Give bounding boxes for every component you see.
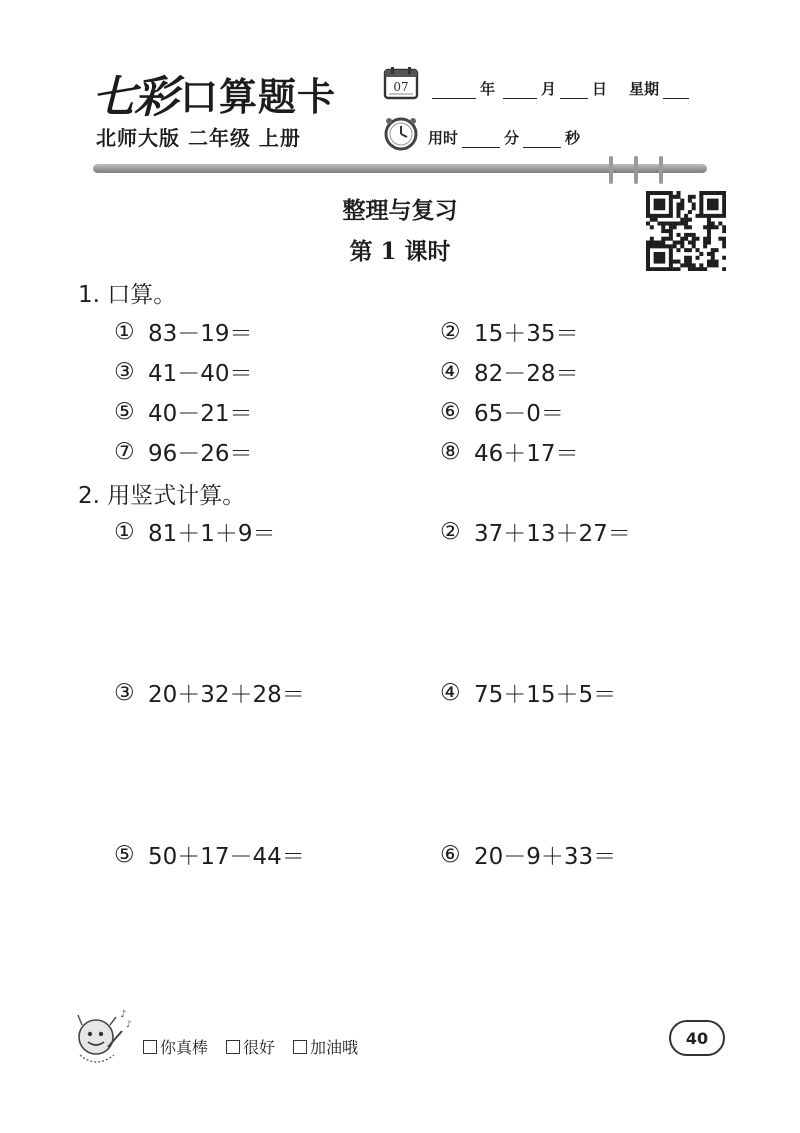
qr-module (722, 202, 726, 206)
qr-module (669, 214, 673, 218)
qr-module (676, 241, 680, 245)
qr-module (676, 191, 680, 195)
qr-module (669, 263, 673, 267)
year-label: 年 (480, 80, 496, 98)
qr-module (673, 244, 677, 248)
qr-module (657, 214, 661, 218)
qr-module (646, 210, 650, 214)
qr-module (657, 221, 661, 225)
qr-module (722, 241, 726, 245)
qr-module (650, 225, 654, 229)
qr-module (650, 244, 654, 248)
binder-clip-icon (659, 156, 663, 184)
qr-module (688, 218, 692, 222)
q2-problem-5: ⑤ 50＋17－44＝ (114, 841, 305, 870)
qr-module (688, 199, 692, 203)
qr-module (699, 195, 703, 199)
qr-module (650, 214, 654, 218)
qr-module (711, 248, 715, 252)
qr-module (669, 256, 673, 260)
qr-module (684, 263, 688, 267)
qr-module (680, 206, 684, 210)
brand-title: 口算题卡 (180, 74, 337, 119)
qr-module (688, 241, 692, 245)
qr-module (661, 241, 665, 245)
qr-module (711, 252, 715, 256)
qr-module (692, 195, 696, 199)
seconds-blank[interactable] (523, 131, 561, 148)
qr-module (680, 241, 684, 245)
calendar-day: 07 (393, 80, 409, 94)
brand-mark: 七彩 (92, 72, 176, 123)
qr-module (676, 267, 680, 271)
seconds-label: 秒 (565, 129, 581, 147)
qr-module (669, 210, 673, 214)
qr-module (692, 267, 696, 271)
qr-module (669, 267, 673, 271)
qr-module (669, 199, 673, 203)
qr-module (661, 237, 665, 241)
time-used-label: 用时 (428, 129, 459, 147)
qr-module (646, 206, 650, 210)
q2-problem-6: ⑥ 20－9＋33＝ (440, 841, 617, 870)
qr-module (657, 260, 661, 264)
qr-module (676, 214, 680, 218)
qr-module (665, 237, 669, 241)
qr-module (673, 241, 677, 245)
qr-module (676, 248, 680, 252)
qr-module (646, 191, 650, 195)
page-number: 40 (669, 1020, 725, 1056)
qr-module (646, 252, 650, 256)
qr-module (665, 244, 669, 248)
qr-module (665, 229, 669, 233)
qr-module (680, 237, 684, 241)
svg-text:♪: ♪ (120, 1009, 127, 1020)
qr-module (684, 260, 688, 264)
q1-problem-3: ③ 41－40＝ (114, 358, 253, 387)
qr-module (684, 256, 688, 260)
self-rating-options (143, 1035, 358, 1058)
binder-clip-icon (609, 156, 613, 184)
rating-option-keep-going[interactable]: 加油哦 (293, 1035, 358, 1058)
qr-module (715, 260, 719, 264)
month-blank[interactable] (503, 82, 537, 99)
qr-module (688, 260, 692, 264)
qr-module (646, 214, 650, 218)
qr-module (646, 221, 650, 225)
qr-module (707, 202, 711, 206)
qr-module (684, 218, 688, 222)
qr-module (718, 221, 722, 225)
checkbox-icon[interactable] (293, 1040, 307, 1054)
qr-module (650, 237, 654, 241)
qr-module (665, 267, 669, 271)
weekday-label: 星期 (629, 80, 660, 98)
qr-module (703, 244, 707, 248)
qr-module (676, 221, 680, 225)
qr-module (722, 267, 726, 271)
qr-module (722, 214, 726, 218)
qr-module (707, 206, 711, 210)
qr-module (718, 237, 722, 241)
qr-module (718, 191, 722, 195)
qr-module (722, 199, 726, 203)
qr-module (692, 237, 696, 241)
qr-module (707, 199, 711, 203)
checkbox-icon[interactable] (143, 1040, 157, 1054)
qr-module (657, 191, 661, 195)
clock-icon (383, 115, 419, 151)
qr-module (646, 202, 650, 206)
qr-module (688, 267, 692, 271)
qr-module (703, 191, 707, 195)
qr-module (661, 202, 665, 206)
day-blank[interactable] (560, 82, 588, 99)
rating-option-good[interactable]: 很好 (226, 1035, 275, 1058)
qr-module (699, 210, 703, 214)
qr-module (661, 206, 665, 210)
edition-label: 北师大版 二年级 上册 (96, 126, 301, 150)
q2-problem-4: ④ 75＋15＋5＝ (440, 679, 617, 708)
qr-module (688, 263, 692, 267)
qr-module (657, 241, 661, 245)
minutes-label: 分 (504, 129, 520, 147)
qr-module (707, 241, 711, 245)
qr-module (646, 267, 650, 271)
qr-module (657, 256, 661, 260)
qr-module (654, 206, 658, 210)
qr-module (661, 191, 665, 195)
qr-module (661, 256, 665, 260)
qr-module (676, 202, 680, 206)
qr-module (676, 206, 680, 210)
time-fill-line (428, 127, 580, 148)
qr-module (661, 229, 665, 233)
qr-module (669, 206, 673, 210)
qr-module (680, 244, 684, 248)
qr-module (661, 214, 665, 218)
qr-module (669, 191, 673, 195)
qr-module (699, 206, 703, 210)
qr-module (696, 267, 700, 271)
qr-module (722, 225, 726, 229)
qr-module (669, 229, 673, 233)
qr-module (676, 195, 680, 199)
month-label: 月 (541, 80, 557, 98)
q1-problem-5: ⑤ 40－21＝ (114, 398, 253, 427)
qr-module (669, 225, 673, 229)
qr-module (646, 199, 650, 203)
qr-module (692, 206, 696, 210)
qr-module (661, 267, 665, 271)
qr-module (669, 244, 673, 248)
qr-module (711, 206, 715, 210)
qr-module (673, 221, 677, 225)
svg-text:♪: ♪ (126, 1020, 132, 1030)
qr-module (722, 237, 726, 241)
qr-module (646, 241, 650, 245)
minutes-blank[interactable] (462, 131, 500, 148)
qr-module (703, 237, 707, 241)
qr-module (707, 218, 711, 222)
qr-module (661, 244, 665, 248)
qr-module (654, 252, 658, 256)
qr-module (722, 195, 726, 199)
qr-module (715, 202, 719, 206)
qr-module (676, 260, 680, 264)
binder-clip-icon (634, 156, 638, 184)
year-blank[interactable] (432, 82, 476, 99)
qr-module (707, 237, 711, 241)
qr-module (688, 233, 692, 237)
qr-module (696, 214, 700, 218)
q2-problem-1: ① 81＋1＋9＝ (114, 518, 276, 547)
question-1-label: 1. 口算。 (78, 282, 177, 308)
qr-module (669, 233, 673, 237)
qr-module (711, 260, 715, 264)
qr-module (692, 241, 696, 245)
qr-module (673, 225, 677, 229)
qr-module (654, 256, 658, 260)
qr-module (654, 214, 658, 218)
qr-module (711, 191, 715, 195)
qr-module (654, 202, 658, 206)
qr-module (696, 248, 700, 252)
qr-module (707, 225, 711, 229)
qr-module (661, 225, 665, 229)
qr-module (657, 244, 661, 248)
qr-module (692, 263, 696, 267)
qr-module (692, 202, 696, 206)
qr-module (654, 199, 658, 203)
qr-module (692, 244, 696, 248)
qr-module (669, 252, 673, 256)
qr-module (715, 191, 719, 195)
section-title: 整理与复习 (342, 197, 458, 224)
qr-module (722, 229, 726, 233)
qr-module (654, 218, 658, 222)
qr-module (646, 260, 650, 264)
qr-module (711, 202, 715, 206)
qr-module (665, 191, 669, 195)
qr-module (680, 263, 684, 267)
checkbox-icon[interactable] (226, 1040, 240, 1054)
qr-module (661, 221, 665, 225)
qr-module (711, 225, 715, 229)
qr-module (688, 225, 692, 229)
day-label: 日 (592, 80, 608, 98)
qr-module (676, 210, 680, 214)
qr-module (707, 233, 711, 237)
q1-problem-7: ⑦ 96－26＝ (114, 438, 253, 467)
qr-module (657, 267, 661, 271)
qr-module (722, 256, 726, 260)
qr-module (707, 260, 711, 264)
qr-module (722, 206, 726, 210)
qr-module (703, 214, 707, 218)
qr-module (661, 260, 665, 264)
qr-module (707, 214, 711, 218)
qr-module (680, 218, 684, 222)
qr-module (669, 202, 673, 206)
qr-module (665, 221, 669, 225)
qr-module (650, 218, 654, 222)
qr-module (684, 221, 688, 225)
qr-module (673, 195, 677, 199)
qr-module (711, 199, 715, 203)
lesson-title: 第 1 课时 (349, 238, 451, 265)
qr-module (646, 195, 650, 199)
qr-module (684, 233, 688, 237)
qr-module (699, 263, 703, 267)
qr-module (680, 202, 684, 206)
qr-module (657, 206, 661, 210)
header-divider (93, 164, 707, 173)
qr-module (699, 267, 703, 271)
qr-module (673, 260, 677, 264)
qr-module (684, 237, 688, 241)
qr-module (673, 267, 677, 271)
q2-problem-2: ② 37＋13＋27＝ (440, 518, 631, 547)
qr-module (707, 191, 711, 195)
qr-module (707, 229, 711, 233)
qr-module (688, 256, 692, 260)
qr-module (699, 214, 703, 218)
q2-problem-3: ③ 20＋32＋28＝ (114, 679, 305, 708)
qr-module (707, 221, 711, 225)
qr-module (703, 267, 707, 271)
qr-module (657, 202, 661, 206)
qr-module (680, 221, 684, 225)
qr-module (707, 252, 711, 256)
qr-module (711, 263, 715, 267)
date-fill-line (428, 78, 693, 99)
q1-problem-1: ① 83－19＝ (114, 318, 253, 347)
qr-module (654, 241, 658, 245)
mascot-icon (68, 1005, 134, 1071)
qr-module (699, 202, 703, 206)
qr-module (661, 199, 665, 203)
qr-code-icon[interactable] (646, 191, 726, 271)
qr-module (646, 248, 650, 252)
rating-option-great[interactable]: 你真棒 (143, 1035, 208, 1058)
qr-module (669, 221, 673, 225)
qr-module (715, 214, 719, 218)
qr-module (722, 210, 726, 214)
qr-module (688, 210, 692, 214)
qr-module (669, 237, 673, 241)
qr-module (711, 214, 715, 218)
qr-module (650, 241, 654, 245)
qr-module (669, 195, 673, 199)
qr-module (665, 214, 669, 218)
qr-module (646, 244, 650, 248)
qr-module (696, 237, 700, 241)
brand-logo (92, 66, 337, 123)
qr-module (715, 248, 719, 252)
qr-module (715, 199, 719, 203)
qr-module (722, 244, 726, 248)
qr-module (654, 244, 658, 248)
qr-module (669, 260, 673, 264)
qr-module (684, 225, 688, 229)
qr-module (703, 225, 707, 229)
qr-module (684, 248, 688, 252)
qr-module (692, 233, 696, 237)
weekday-blank[interactable] (663, 82, 689, 99)
qr-module (646, 256, 650, 260)
calendar-icon (383, 66, 419, 100)
qr-module (688, 248, 692, 252)
qr-module (718, 214, 722, 218)
qr-module (715, 225, 719, 229)
q1-problem-2: ② 15＋35＝ (440, 318, 579, 347)
qr-module (646, 263, 650, 267)
qr-module (661, 252, 665, 256)
qr-module (715, 206, 719, 210)
qr-module (715, 263, 719, 267)
qr-module (650, 191, 654, 195)
qr-module (696, 256, 700, 260)
qr-module (711, 221, 715, 225)
qr-module (680, 199, 684, 203)
qr-module (703, 241, 707, 245)
qr-module (684, 214, 688, 218)
qr-module (657, 199, 661, 203)
qr-module (722, 191, 726, 195)
qr-module (654, 267, 658, 271)
qr-module (654, 260, 658, 264)
qr-module (688, 195, 692, 199)
q1-problem-8: ⑧ 46＋17＝ (440, 438, 579, 467)
q1-problem-4: ④ 82－28＝ (440, 358, 579, 387)
qr-module (699, 191, 703, 195)
qr-module (654, 191, 658, 195)
qr-module (699, 252, 703, 256)
qr-module (707, 263, 711, 267)
qr-module (650, 267, 654, 271)
question-2-label: 2. 用竖式计算。 (78, 483, 246, 509)
qr-module (657, 252, 661, 256)
q1-problem-6: ⑥ 65－0＝ (440, 398, 564, 427)
qr-module (676, 233, 680, 237)
qr-module (711, 256, 715, 260)
qr-module (699, 199, 703, 203)
qr-module (669, 248, 673, 252)
